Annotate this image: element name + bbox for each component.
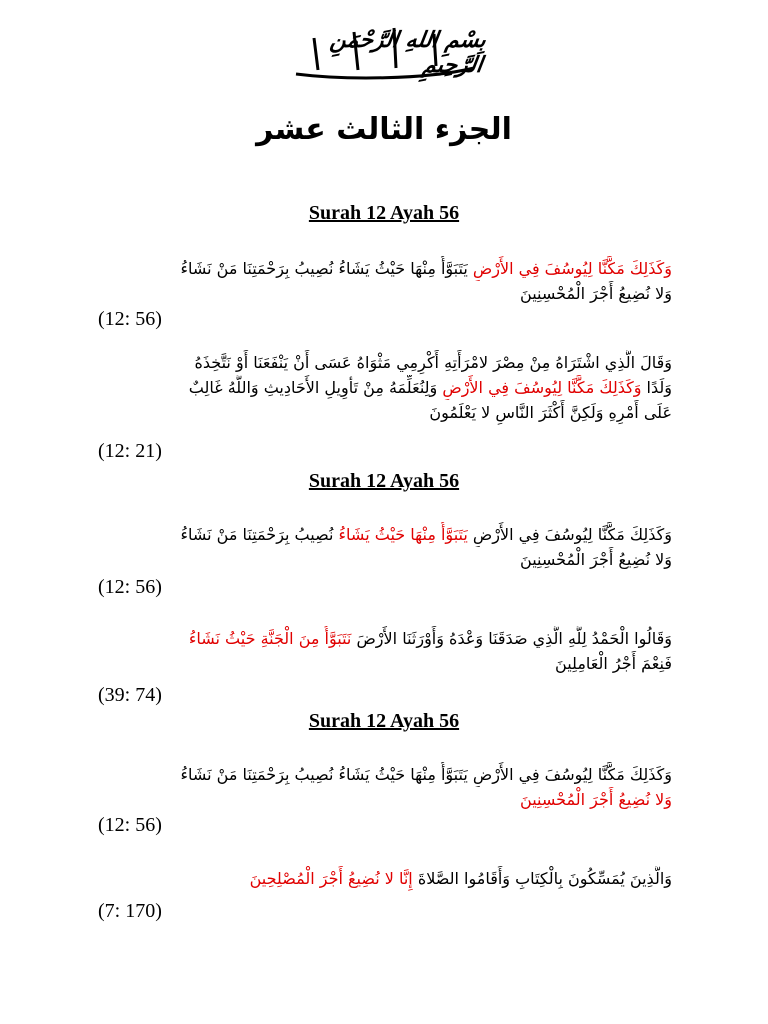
verse-line (96, 400, 672, 425)
verse-text (96, 256, 672, 306)
verse-line (96, 651, 672, 676)
verse-line (96, 375, 672, 400)
section-heading: Surah 12 Ayah 56 (308, 470, 460, 492)
verse-phrase: وَقَالَ الَّذِي اشْتَرَاهُ مِنْ مِصْرَ لامْرَأَتِهِ أَكْرِمِي مَثْوَاهُ عَسَى أَنْ يَنْفَعَنَا أَوْ نَتَّخِذَهُ (194, 353, 672, 372)
highlighted-phrase: وَلا نُضِيعُ أَجْرَ الْمُحْسِنِينَ (520, 790, 672, 809)
juz-title: الجزء الثالث عشر (256, 112, 512, 147)
section-heading: Surah 12 Ayah 56 (308, 202, 460, 224)
verse-reference: (12: 56) (98, 576, 162, 598)
verse-phrase: فَنِعْمَ أَجْرُ الْعَامِلِينَ (555, 654, 672, 673)
verse-phrase: وَالَّذِينَ يُمَسِّكُونَ بِالْكِتَابِ وَأَقَامُوا الصَّلاةَ (412, 869, 672, 888)
verse-reference: (12: 56) (98, 308, 162, 330)
section-heading: Surah 12 Ayah 56 (308, 710, 460, 732)
verse-phrase: وَقَالُوا الْحَمْدُ لِلَّهِ الَّذِي صَدَقَنَا وَعْدَهُ وَأَوْرَثَنَا الأَرْضَ (351, 629, 672, 648)
verse-line (96, 256, 672, 281)
verse-line (96, 522, 672, 547)
verse-text (96, 866, 672, 891)
highlighted-phrase: إِنَّا لا نُضِيعُ أَجْرَ الْمُصْلِحِينَ (249, 869, 413, 888)
verse-phrase: وَكَذَلِكَ مَكَّنَّا لِيُوسُفَ فِي الأَرْضِ يَتَبَوَّأُ مِنْهَا حَيْثُ يَشَاءُ نُصِيبُ بِرَحْمَتِنَا مَنْ نَشَاءُ (180, 765, 672, 784)
verse-line (96, 787, 672, 812)
verse-line (96, 350, 672, 375)
verse-line (96, 281, 672, 306)
verse-phrase: وَلا نُضِيعُ أَجْرَ الْمُحْسِنِينَ (520, 284, 672, 303)
verse-text (96, 626, 672, 676)
verse-line (96, 762, 672, 787)
verse-reference: (39: 74) (98, 684, 162, 706)
basmala-text: بِسْمِ اللهِ الرَّحْمَنِ الرَّحِيمِ (328, 28, 488, 78)
verse-phrase: وَكَذَلِكَ مَكَّنَّا لِيُوسُفَ فِي الأَرْضِ (467, 525, 672, 544)
verse-line (96, 547, 672, 572)
basmala-calligraphy (284, 18, 488, 88)
verse-line (96, 626, 672, 651)
verse-phrase: وَلَدًا (641, 378, 672, 397)
verse-text (96, 522, 672, 572)
highlighted-phrase: نَتَبَوَّأُ مِنَ الْجَنَّةِ حَيْثُ نَشَاءُ (188, 629, 352, 648)
verse-text (96, 350, 672, 425)
highlighted-phrase: وَكَذَلِكَ مَكَّنَّا لِيُوسُفَ فِي الأَرْضِ (442, 378, 642, 397)
highlighted-phrase: وَكَذَلِكَ مَكَّنَّا لِيُوسُفَ فِي الأَرْضِ (472, 259, 672, 278)
verse-line (96, 866, 672, 891)
verse-text (96, 762, 672, 812)
verse-phrase: نُصِيبُ بِرَحْمَتِنَا مَنْ نَشَاءُ (180, 525, 339, 544)
verse-reference: (12: 21) (98, 440, 162, 462)
verse-phrase: وَلِنُعَلِّمَهُ مِنْ تَأْوِيلِ الأَحَادِيثِ وَاللَّهُ غَالِبٌ (188, 378, 443, 397)
verse-phrase: يَتَبَوَّأُ مِنْهَا حَيْثُ يَشَاءُ نُصِيبُ بِرَحْمَتِنَا مَنْ نَشَاءُ (180, 259, 473, 278)
highlighted-phrase: يَتَبَوَّأُ مِنْهَا حَيْثُ يَشَاءُ (338, 525, 468, 544)
verse-reference: (12: 56) (98, 814, 162, 836)
verse-phrase: عَلَى أَمْرِهِ وَلَكِنَّ أَكْثَرَ النَّاسِ لا يَعْلَمُونَ (429, 403, 672, 422)
verse-reference: (7: 170) (98, 900, 162, 922)
verse-phrase: وَلا نُضِيعُ أَجْرَ الْمُحْسِنِينَ (520, 550, 672, 569)
